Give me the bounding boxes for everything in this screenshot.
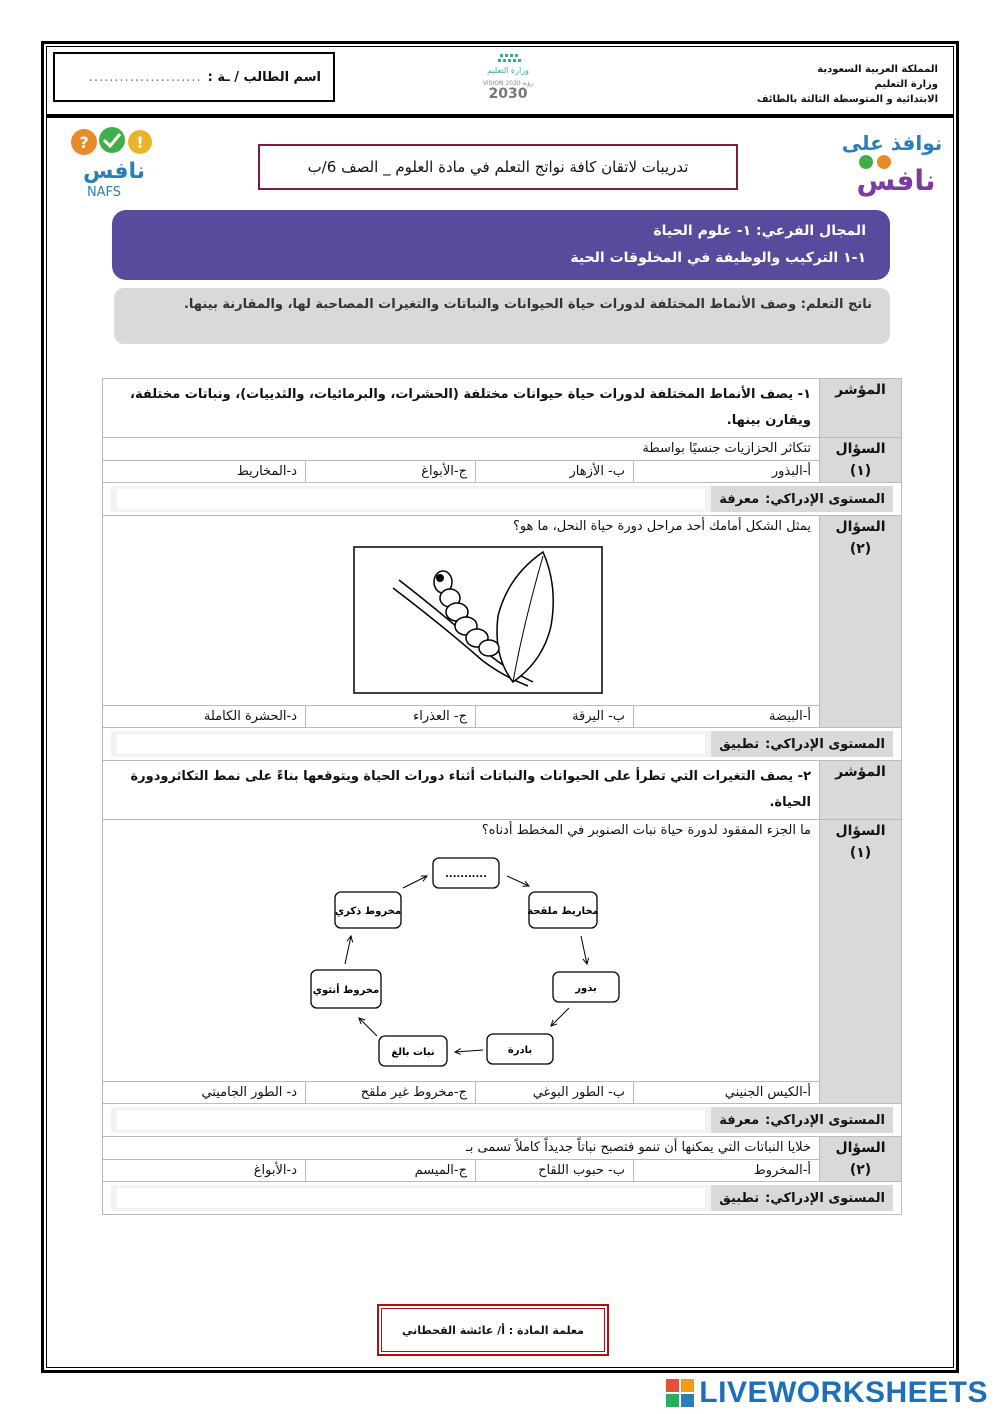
q3-body: [103, 820, 820, 1082]
q3-number: (١): [849, 845, 872, 861]
q4-level-answer-field[interactable]: [117, 1188, 705, 1208]
q1-text: تتكاثر الحزازيات جنسيًا بواسطة: [103, 438, 820, 461]
q4-option-a[interactable]: أ-المخروط: [634, 1159, 820, 1182]
q2-level-answer-field[interactable]: [117, 734, 705, 754]
header-divider: [46, 114, 954, 118]
school-line-1: المملكة العربية السعودية: [817, 64, 938, 75]
nafs-logo: [64, 126, 174, 200]
student-name-box: [53, 52, 335, 102]
svg-text:2030: 2030: [488, 86, 528, 102]
q3-level-row: [103, 1104, 902, 1137]
q3-option-c[interactable]: ج-مخروط غير ملقح: [306, 1082, 476, 1104]
cycle-fertilized-cones-label: مخاريط ملقحة: [527, 906, 599, 917]
indicator-2-label: المؤشر: [820, 761, 902, 820]
domain-line-1: المجال الفرعي: ١- علوم الحياة: [653, 223, 866, 239]
q4-level-label: المستوى الإدراكي: تطبيق: [711, 1185, 893, 1211]
q3-option-a[interactable]: أ-الكيس الجنيني: [634, 1082, 820, 1104]
q1-number: (١): [849, 463, 872, 479]
q1-level-row: [103, 483, 902, 516]
q4-number: (٢): [849, 1162, 872, 1178]
school-line-3: الابتدائية و المتوسطة الثالثة بالطائف: [756, 94, 938, 105]
q3-option-b[interactable]: ب- الطور البوغي: [476, 1082, 634, 1104]
q3-option-d[interactable]: د- الطور الجاميتي: [103, 1082, 306, 1104]
q1-level-label: المستوى الإدراكي: معرفة: [711, 486, 893, 512]
indicator-1-text: ١- يصف الأنماط المختلفة لدورات حياة حيوانات مختلفة (الحشرات، والبرمائيات، والثدييات)، ونباتات مختلفة، ويقارن بينها.: [103, 379, 820, 438]
questions-table: [102, 378, 902, 1215]
nawafeth-logo: [836, 126, 948, 198]
q2-level-label: المستوى الإدراكي: تطبيق: [711, 731, 893, 757]
q2-level-row: [103, 728, 902, 761]
domain-banner: [112, 210, 890, 280]
q2-option-a[interactable]: أ-البيضة: [634, 706, 820, 728]
q1-option-b[interactable]: ب- الأزهار: [476, 460, 634, 483]
q4-option-c[interactable]: ج-الميسم: [306, 1159, 476, 1182]
school-line-2: وزارة التعليم: [874, 79, 938, 90]
q2-label: السؤال (٢): [820, 516, 902, 728]
indicator-2-text: ٢- يصف التغيرات التي تطرأ على الحيوانات والنباتات أثناء دورات الحياة ويتوقعها بناءً على نمط التكاثرودورة الحياة.: [103, 761, 820, 820]
q1-option-a[interactable]: أ-البذور: [634, 460, 820, 483]
q3-level-label: المستوى الإدراكي: معرفة: [711, 1107, 893, 1133]
student-name-field[interactable]: ......................: [88, 69, 202, 85]
nafs-logo-en: NAFS: [86, 185, 122, 200]
q1-label: السؤال (١): [820, 438, 902, 483]
q3-text: ما الجزء المفقود لدورة حياة نبات الصنوبر في المخطط أدناه؟: [481, 823, 811, 838]
domain-line-2: ١-١ التركيب والوظيفة في المخلوقات الحية: [570, 250, 866, 266]
q4-level-row: [103, 1182, 902, 1215]
q2-option-d[interactable]: د-الحشرة الكاملة: [103, 706, 306, 728]
q1-level-value: معرفة: [719, 491, 760, 507]
larva-illustration: [353, 546, 605, 696]
q2-number: (٢): [849, 541, 872, 557]
learning-outcome: ناتج التعلم: وصف الأنماط المختلفة لدورات حياة الحيوانات والنباتات والتغيرات المصاحبة لها، والمقارنة بينها.: [114, 288, 890, 344]
svg-text:!: !: [136, 133, 144, 152]
school-info: [718, 62, 938, 107]
student-name-label: اسم الطالب / ـة :: [207, 69, 321, 85]
q3-level-value: معرفة: [719, 1112, 760, 1128]
q1-option-c[interactable]: ج-الأبواغ: [306, 460, 476, 483]
nafs-logo-ar: نافس: [82, 159, 146, 184]
cycle-female-cone-label: مخروط أنثوي: [312, 985, 380, 996]
cycle-missing-label: ...........: [445, 869, 487, 880]
ministry-logo-text: وزارة التعليم: [487, 66, 529, 75]
liveworksheets-brand: [665, 1376, 988, 1410]
q2-body: [103, 516, 820, 706]
q2-text: يمثل الشكل أمامك أحد مراحل دورة حياة النحل، ما هو؟: [512, 519, 811, 534]
cycle-adult-plant-label: نبات بالغ: [391, 1047, 435, 1058]
q3-label: السؤال (١): [820, 820, 902, 1104]
page-title: تدريبات لاتقان كافة نواتج التعلم في مادة العلوم _ الصف 6/ب: [258, 144, 738, 190]
q4-text: خلايا النباتات التي يمكنها أن تنمو فتصبح نباتاً جديداً كاملاً تسمى بـ: [103, 1137, 820, 1160]
cycle-seedling-label: بادرة: [507, 1045, 533, 1056]
liveworksheets-icon: [665, 1378, 695, 1408]
q2-option-b[interactable]: ب- اليرقة: [476, 706, 634, 728]
q4-option-d[interactable]: د-الأبواغ: [103, 1159, 306, 1182]
ministry-logo: [462, 52, 554, 102]
q4-label: السؤال (٢): [820, 1137, 902, 1182]
indicator-1-label: المؤشر: [820, 379, 902, 438]
cycle-seeds-label: بذور: [575, 983, 597, 994]
q4-level-value: تطبيق: [719, 1190, 760, 1206]
q3-level-answer-field[interactable]: [117, 1110, 705, 1130]
q1-option-d[interactable]: د-المخاريط: [103, 460, 306, 483]
vision-text: رؤية VISION 2030: [482, 80, 534, 87]
svg-text:?: ?: [79, 133, 89, 152]
nawafeth-line-1: نوافذ على: [841, 131, 943, 155]
pine-cycle-diagram: [303, 854, 633, 1080]
nawafeth-line-2: نافس: [856, 164, 936, 197]
teacher-name: معلمة المادة : أ/ عائشة القحطاني: [377, 1304, 609, 1356]
liveworksheets-text: LIVEWORKSHEETS: [699, 1376, 988, 1409]
q2-option-c[interactable]: ج- العذراء: [306, 706, 476, 728]
cycle-male-cone-label: مخروط ذكري: [334, 906, 402, 917]
q2-level-value: تطبيق: [719, 736, 760, 752]
q4-option-b[interactable]: ب- حبوب اللقاح: [476, 1159, 634, 1182]
q1-level-answer-field[interactable]: [117, 489, 705, 509]
